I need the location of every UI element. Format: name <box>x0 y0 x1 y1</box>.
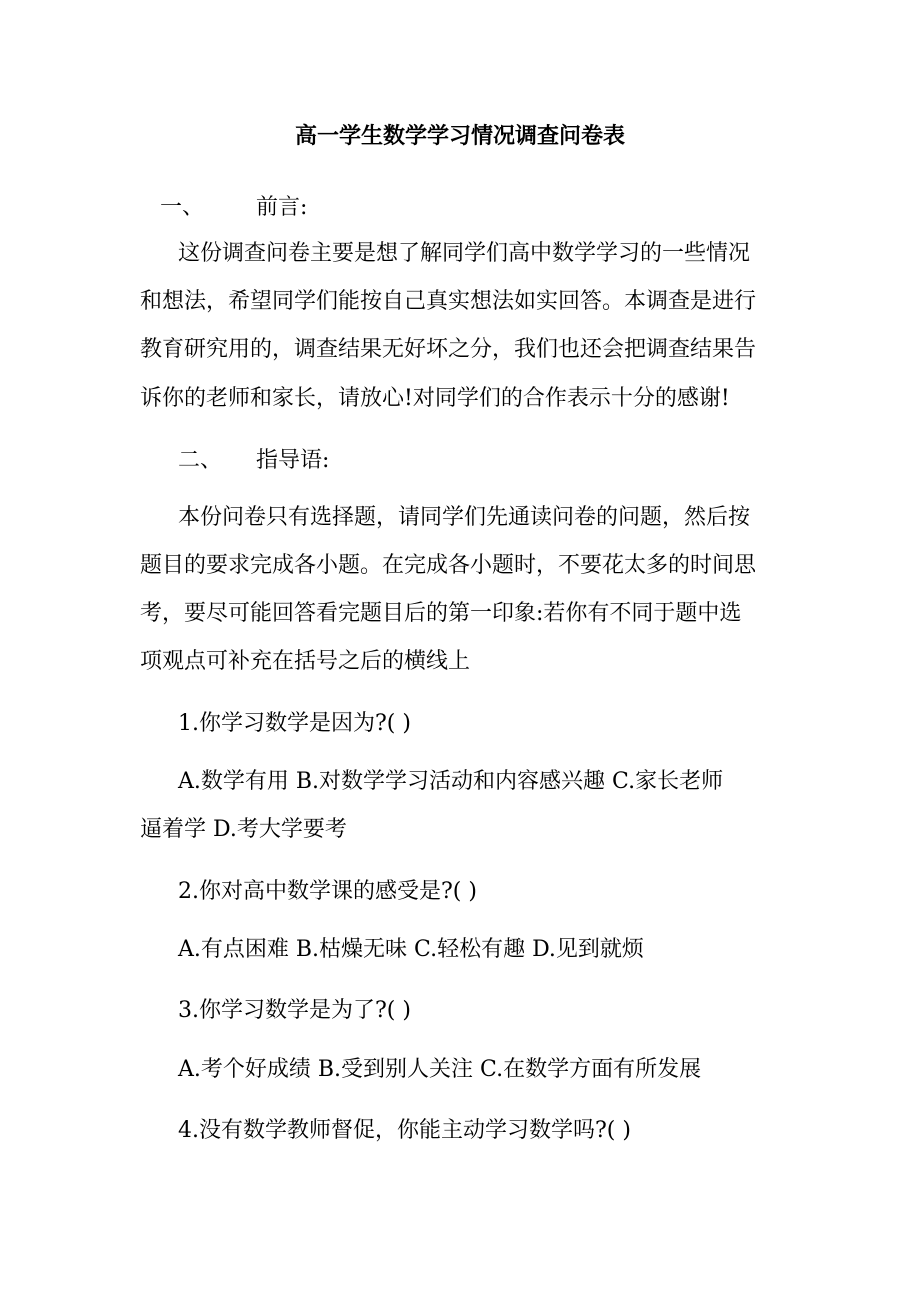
section-2-number: 二、 <box>178 448 223 473</box>
preface-line: 诉你的老师和家长，请放心!对同学们的合作表示十分的感谢! <box>140 386 730 411</box>
question-1-options: 逼着学 D.考大学要考 <box>140 817 347 842</box>
section-2-heading <box>178 443 329 479</box>
section-2-title: 指导语: <box>256 448 330 473</box>
section-1-title: 前言: <box>256 195 308 220</box>
document-title: 高一学生数学学习情况调查问卷表 <box>294 123 625 149</box>
guide-line: 项观点可补充在括号之后的横线上 <box>140 649 471 674</box>
guide-line: 考，要尽可能回答看完题目后的第一印象:若你有不同于题中选 <box>140 601 742 626</box>
guide-line: 本份问卷只有选择题，请同学们先通读问卷的问题，然后按 <box>178 505 751 530</box>
section-1-number: 一、 <box>160 195 205 220</box>
preface-line: 和想法，希望同学们能按自己真实想法如实回答。本调查是进行 <box>140 289 757 314</box>
question-1-options: A.数学有用 B.对数学学习活动和内容感兴趣 C.家长老师 <box>178 769 724 794</box>
question-2-options: A.有点困难 B.枯燥无味 C.轻松有趣 D.见到就烦 <box>178 937 644 962</box>
preface-line: 教育研究用的，调查结果无好坏之分，我们也还会把调查结果告 <box>140 337 757 362</box>
section-1-heading <box>160 190 307 226</box>
question-2: 2.你对高中数学课的感受是?( ) <box>178 879 477 904</box>
guide-line: 题目的要求完成各小题。在完成各小题时，不要花太多的时间思 <box>140 553 757 578</box>
question-3: 3.你学习数学是为了?( ) <box>178 998 411 1023</box>
question-4: 4.没有数学教师督促，你能主动学习数学吗?( ) <box>178 1118 631 1143</box>
question-1: 1.你学习数学是因为?( ) <box>178 711 411 736</box>
preface-line: 这份调查问卷主要是想了解同学们高中数学学习的一些情况 <box>178 241 751 266</box>
question-3-options: A.考个好成绩 B.受到别人关注 C.在数学方面有所发展 <box>178 1057 702 1082</box>
